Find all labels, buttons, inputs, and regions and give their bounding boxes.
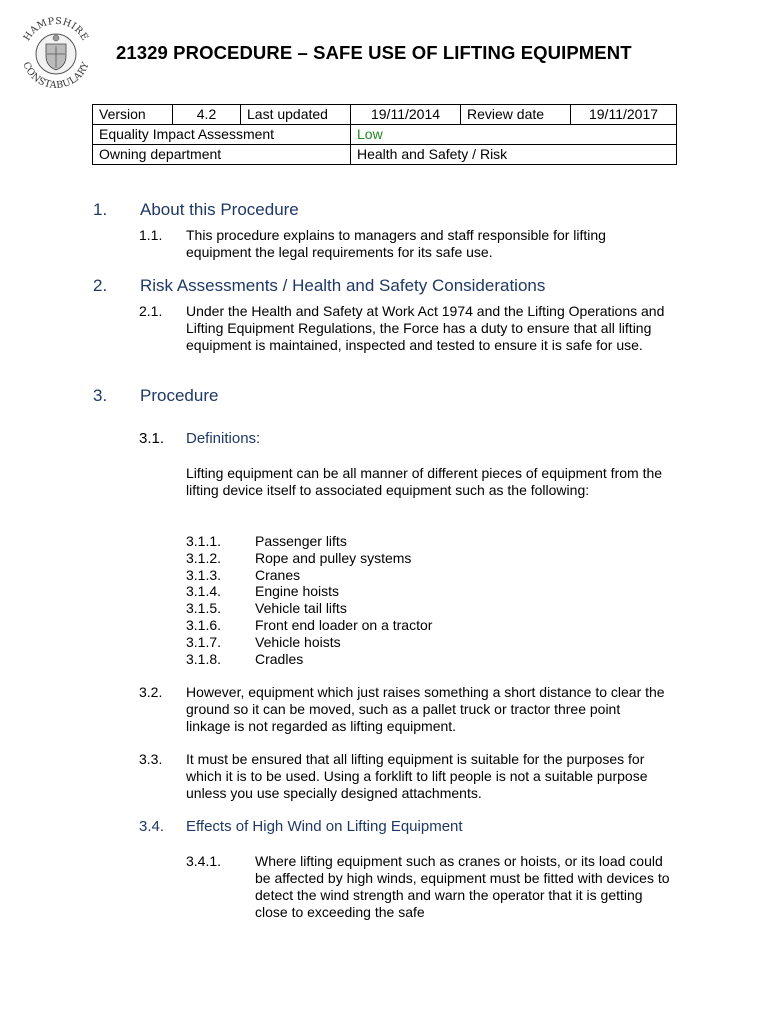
- list-item-text: Engine hoists: [255, 583, 340, 600]
- section-number: 3.: [93, 386, 108, 405]
- list-item-number: 3.1.1.: [186, 533, 222, 549]
- list-item-number: 3.1.8.: [186, 650, 222, 667]
- section-number: 1.: [93, 200, 108, 219]
- definitions-intro: Lifting equipment can be all manner of different pieces of equipment from the lifting device itself to associated equipment such as the following:: [186, 465, 663, 498]
- subsection-title: Effects of High Wind on Lifting Equipment: [186, 818, 463, 835]
- last-updated-label: Last updated: [241, 105, 351, 125]
- list-item-text: Cranes: [255, 566, 301, 583]
- metadata-row-eia: [93, 125, 677, 145]
- eia-value: Low: [351, 125, 677, 145]
- subsection-number: 3.4.: [139, 818, 165, 835]
- list-item-text: Cradles: [255, 650, 304, 667]
- version-label: Version: [93, 105, 173, 125]
- paragraph-number: 1.1.: [139, 227, 163, 243]
- owning-department-value: Health and Safety / Risk: [351, 145, 677, 165]
- owning-department-label: Owning department: [93, 145, 351, 165]
- metadata-row-owning: [93, 145, 677, 165]
- document-title: 21329 PROCEDURE – SAFE USE OF LIFTING EQUIPMENT: [116, 42, 632, 63]
- review-date-label: Review date: [461, 105, 571, 125]
- version-value: 4.2: [173, 105, 241, 125]
- last-updated-value: 19/11/2014: [351, 105, 461, 125]
- paragraph-number: 3.2.: [139, 684, 163, 700]
- paragraph-number: 3.3.: [139, 751, 163, 767]
- list-item-text: Front end loader on a tractor: [255, 616, 433, 633]
- section-title: Risk Assessments / Health and Safety Considerations: [140, 276, 546, 295]
- paragraph-text: Under the Health and Safety at Work Act 1974 and the Lifting Operations and Lifting Equipment Regulations, the Force has a duty to ensure that all lifting equipment is maintained, inspected and tested to ensure it is safe for use.: [186, 303, 665, 353]
- list-item-number: 3.1.6.: [186, 616, 222, 633]
- list-item-number: 3.1.4.: [186, 583, 222, 600]
- list-item-number: 3.1.5.: [186, 600, 222, 617]
- paragraph-text: This procedure explains to managers and staff responsible for lifting equipment the legal requirements for its safe use.: [186, 227, 606, 260]
- paragraph-text: It must be ensured that all lifting equipment is suitable for the purposes for which it is to be used. Using a forklift to lift people is not a suitable purpose unless you use specially designed attachments.: [186, 751, 648, 801]
- paragraph-text: Where lifting equipment such as cranes or hoists, or its load could be affected by high winds, equipment must be fitted with devices to detect the wind strength and warn the operator that it is getting close to exceeding the safe: [255, 853, 670, 920]
- metadata-row-version: [93, 105, 677, 125]
- document-metadata-table: [92, 104, 677, 165]
- list-item-text: Passenger lifts: [255, 533, 347, 549]
- list-item-number: 3.1.3.: [186, 566, 222, 583]
- list-item-number: 3.1.7.: [186, 633, 222, 650]
- list-item-text: Vehicle tail lifts: [255, 600, 347, 617]
- seal-text-top: HAMPSHIRE: [21, 15, 91, 44]
- list-item-number: 3.1.2.: [186, 549, 222, 566]
- paragraph-text: However, equipment which just raises something a short distance to clear the ground so it can be moved, such as a pallet truck or tractor three point linkage is not regarded as lifting equipment.: [186, 684, 665, 734]
- subsection-title: Definitions:: [186, 430, 261, 447]
- constabulary-seal-logo: [16, 14, 96, 94]
- section-title: About this Procedure: [140, 200, 299, 219]
- section-number: 2.: [93, 276, 108, 295]
- list-item-text: Vehicle hoists: [255, 633, 341, 650]
- eia-label: Equality Impact Assessment: [93, 125, 351, 145]
- paragraph-number: 2.1.: [139, 303, 163, 319]
- list-item-text: Rope and pulley systems: [255, 549, 412, 566]
- review-date-value: 19/11/2017: [571, 105, 677, 125]
- paragraph-number: 3.4.1.: [186, 853, 222, 869]
- section-title: Procedure: [140, 386, 219, 405]
- seal-text-bottom: CONSTABULARY: [20, 60, 92, 92]
- subsection-number: 3.1.: [139, 430, 165, 447]
